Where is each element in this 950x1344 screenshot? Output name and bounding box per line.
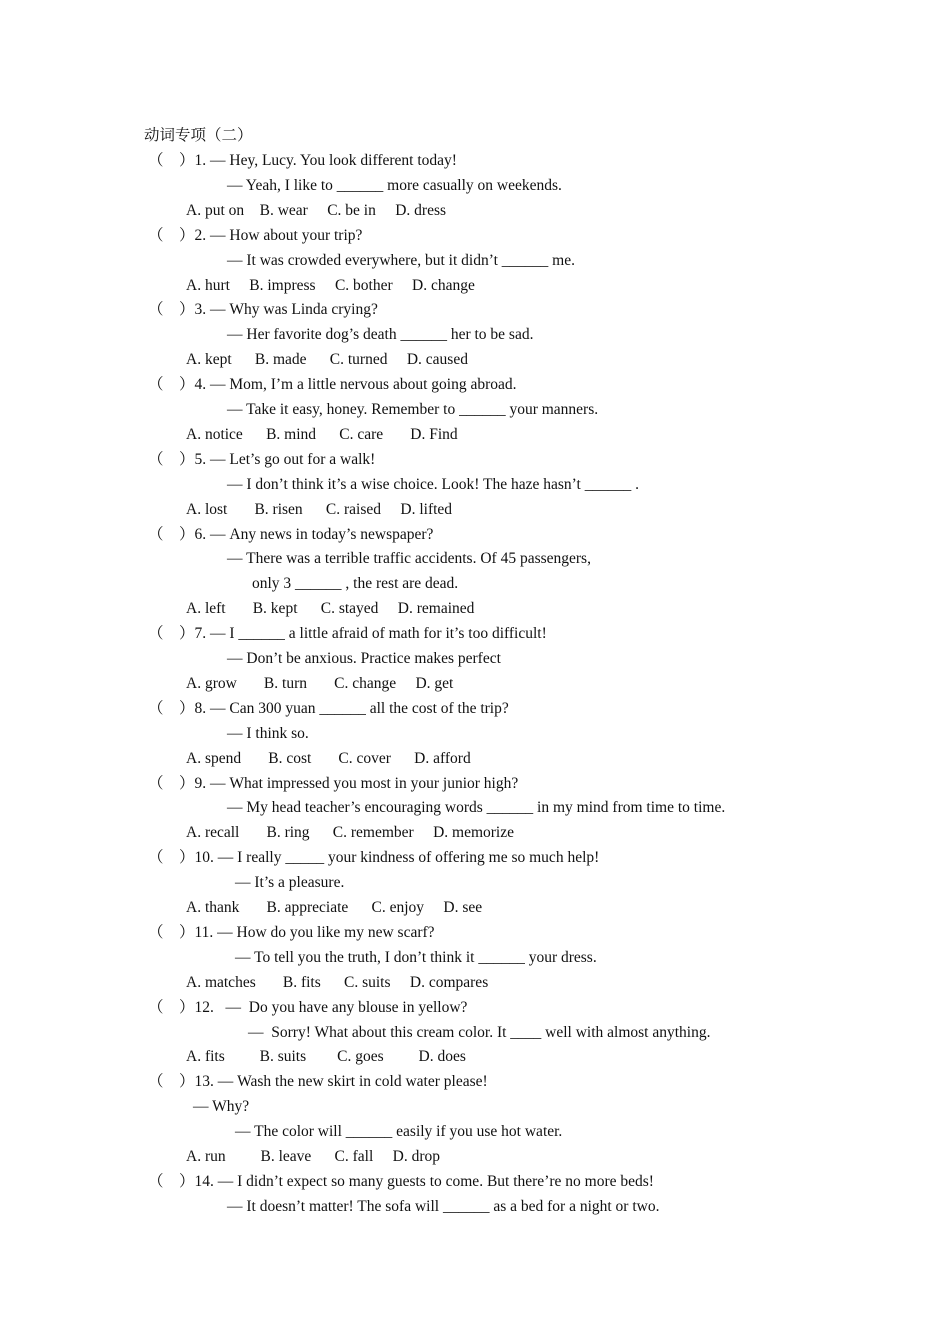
question-line: （ ）13. — Wash the new skirt in cold water please!: [148, 1073, 488, 1090]
question-line: （ ）10. — I really _____ your kindness of offering me so much help!: [148, 849, 600, 866]
options-line: A. kept B. made C. turned D. caused: [186, 351, 468, 368]
reply-line: — Take it easy, honey. Remember to ______ your manners.: [227, 401, 599, 418]
options-line: A. run B. leave C. fall D. drop: [186, 1148, 440, 1165]
question-line: （ ）1. — Hey, Lucy. You look different today!: [148, 152, 457, 169]
reply-line: — My head teacher’s encouraging words ______ in my mind from time to time.: [227, 799, 726, 816]
reply-line: — To tell you the truth, I don’t think it ______ your dress.: [235, 949, 597, 966]
reply-line: — Yeah, I like to ______ more casually on weekends.: [227, 177, 562, 194]
reply-line: — Sorry! What about this cream color. It ____ well with almost anything.: [248, 1024, 711, 1041]
options-line: A. fits B. suits C. goes D. does: [186, 1048, 466, 1065]
reply-line: — It doesn’t matter! The sofa will ______ as a bed for a night or two.: [227, 1198, 660, 1215]
reply-line: — Why?: [193, 1098, 250, 1115]
reply-line: — It was crowded everywhere, but it didn’t ______ me.: [227, 252, 575, 269]
question-line: （ ）14. — I didn’t expect so many guests to come. But there’re no more beds!: [148, 1173, 654, 1190]
question-line: （ ）11. — How do you like my new scarf?: [148, 924, 435, 941]
options-line: A. grow B. turn C. change D. get: [186, 675, 454, 692]
question-line: （ ）7. — I ______ a little afraid of math for it’s too difficult!: [148, 625, 547, 642]
question-line: （ ）5. — Let’s go out for a walk!: [148, 451, 376, 468]
options-line: A. notice B. mind C. care D. Find: [186, 426, 458, 443]
options-line: A. spend B. cost C. cover D. afford: [186, 750, 471, 767]
reply-line: — I think so.: [227, 725, 309, 742]
options-line: A. matches B. fits C. suits D. compares: [186, 974, 489, 991]
options-line: A. put on B. wear C. be in D. dress: [186, 202, 447, 219]
reply-line: — The color will ______ easily if you use hot water.: [235, 1123, 563, 1140]
page-title: 动词专项（二）: [144, 127, 253, 144]
reply-line: — Don’t be anxious. Practice makes perfect: [227, 650, 501, 667]
reply-line: — Her favorite dog’s death ______ her to be sad.: [227, 326, 534, 343]
question-line: （ ）6. — Any news in today’s newspaper?: [148, 526, 434, 543]
reply-line: — It’s a pleasure.: [235, 874, 345, 891]
options-line: A. recall B. ring C. remember D. memorize: [186, 824, 514, 841]
question-line: （ ）8. — Can 300 yuan ______ all the cost of the trip?: [148, 700, 509, 717]
reply-line: only 3 ______ , the rest are dead.: [252, 575, 459, 592]
options-line: A. lost B. risen C. raised D. lifted: [186, 501, 453, 518]
question-line: （ ）9. — What impressed you most in your junior high?: [148, 775, 519, 792]
reply-line: — I don’t think it’s a wise choice. Look! The haze hasn’t ______ .: [227, 476, 639, 493]
options-line: A. left B. kept C. stayed D. remained: [186, 600, 475, 617]
options-line: A. hurt B. impress C. bother D. change: [186, 277, 475, 294]
question-line: （ ）2. — How about your trip?: [148, 227, 363, 244]
question-line: （ ）3. — Why was Linda crying?: [148, 301, 378, 318]
options-line: A. thank B. appreciate C. enjoy D. see: [186, 899, 483, 916]
reply-line: — There was a terrible traffic accidents. Of 45 passengers,: [227, 550, 591, 567]
question-line: （ ）12. — Do you have any blouse in yellow?: [148, 999, 468, 1016]
question-line: （ ）4. — Mom, I’m a little nervous about going abroad.: [148, 376, 517, 393]
